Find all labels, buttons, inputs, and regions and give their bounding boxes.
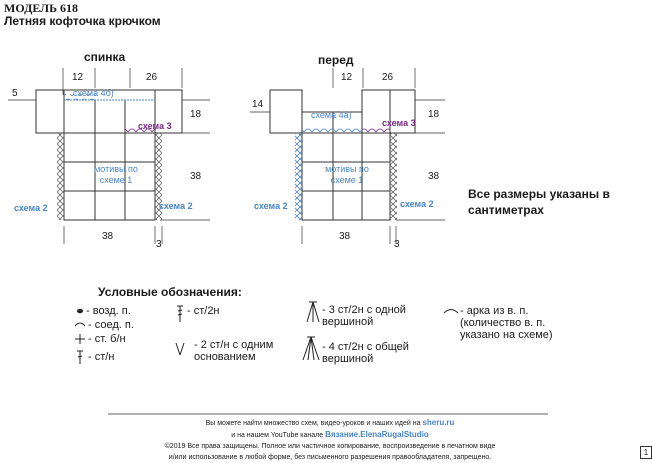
legend-three-tr-top: - 3 ст/2н с одной вершиной xyxy=(322,304,406,328)
back-left-side-band xyxy=(57,133,64,220)
front-dim-side: 3 xyxy=(394,239,400,250)
back-dim-left: 5 xyxy=(12,88,18,99)
front-right-side-band xyxy=(390,133,397,220)
back-dim-armhole: 18 xyxy=(190,109,202,120)
legend-title: Условные обозначения: xyxy=(98,285,242,299)
front-dim-left: 14 xyxy=(252,99,264,110)
legend-dc: - ст/н xyxy=(88,351,115,363)
front-left-side-band xyxy=(295,133,302,220)
back-dim-body: 38 xyxy=(190,171,202,182)
front-dim-armhole: 18 xyxy=(428,109,440,120)
model-subtitle: Летняя кофточка крючком xyxy=(4,14,161,28)
legend-four-tr-top: - 4 ст/2н с общей вершиной xyxy=(322,341,409,365)
legend-tr: - ст/2н xyxy=(187,305,220,317)
legend-chain: - возд. п. xyxy=(86,305,131,317)
front-dim-shoulder: 26 xyxy=(382,72,394,83)
back-dim-shoulder: 26 xyxy=(146,72,158,83)
legend-arch: - арка из в. п. (количество в. п. указано на схеме) xyxy=(460,305,553,341)
front-label-scheme-2-left: схема 2 xyxy=(254,201,288,211)
youtube-channel-link[interactable]: Вязание.ElenaRugalStudio xyxy=(325,430,429,439)
back-label-scheme-4b: схема 4б) xyxy=(73,88,114,98)
front-label-scheme-4a: схема 4а) xyxy=(311,110,352,120)
footer-copyright: ©2019 Все права защищены. Полное или частичное копирование, воспроизведение в печатном виде xyxy=(164,443,496,450)
model-title: МОДЕЛЬ 618 xyxy=(4,1,79,15)
front-dim-body: 38 xyxy=(428,171,440,182)
back-title: спинка xyxy=(84,50,126,64)
front-title: перед xyxy=(318,53,354,67)
front-label-scheme-2-right: схема 2 xyxy=(400,199,434,209)
legend-two-dc-base: - 2 ст/н с одним основанием xyxy=(194,339,274,363)
site-link[interactable]: sheru.ru xyxy=(422,418,455,427)
back-dim-neck: 12 xyxy=(72,72,84,83)
front-neck-scallop xyxy=(302,126,362,133)
sizes-note: Все размеры указаны в сантиметрах xyxy=(468,187,610,217)
footer-text-2: и на нашем YouTube канале xyxy=(231,432,324,439)
front-dim-neck: 12 xyxy=(341,72,353,83)
back-label-motifs: мотивы по схеме 1 xyxy=(94,164,138,185)
page-number: 1 xyxy=(640,446,652,459)
footer-line-1 xyxy=(120,417,540,429)
footer xyxy=(120,417,540,463)
front-label-motifs: мотивы по схеме 1 xyxy=(325,164,369,185)
front-label-scheme-3: схема 3 xyxy=(382,118,416,128)
legend-slip: - соед. п. xyxy=(88,319,134,331)
legend-sc: - ст. б/н xyxy=(88,333,126,345)
back-dim-side: 3 xyxy=(156,239,162,250)
footer-line-2 xyxy=(120,429,540,441)
front-diagram xyxy=(250,68,445,244)
back-label-scheme-2-right: схема 2 xyxy=(159,201,193,211)
back-dim-width: 38 xyxy=(102,231,114,242)
back-label-scheme-2-left: схема 2 xyxy=(14,203,48,213)
back-label-scheme-3: схема 3 xyxy=(138,121,172,131)
front-dim-width: 38 xyxy=(339,231,351,242)
footer-rights: и/или использование в любой форме, без письменного разрешения правообладателя, запрещено. xyxy=(168,454,492,461)
footer-text-1: Вы можете найти множество схем, видео-уроков и наших идей на xyxy=(205,420,421,427)
